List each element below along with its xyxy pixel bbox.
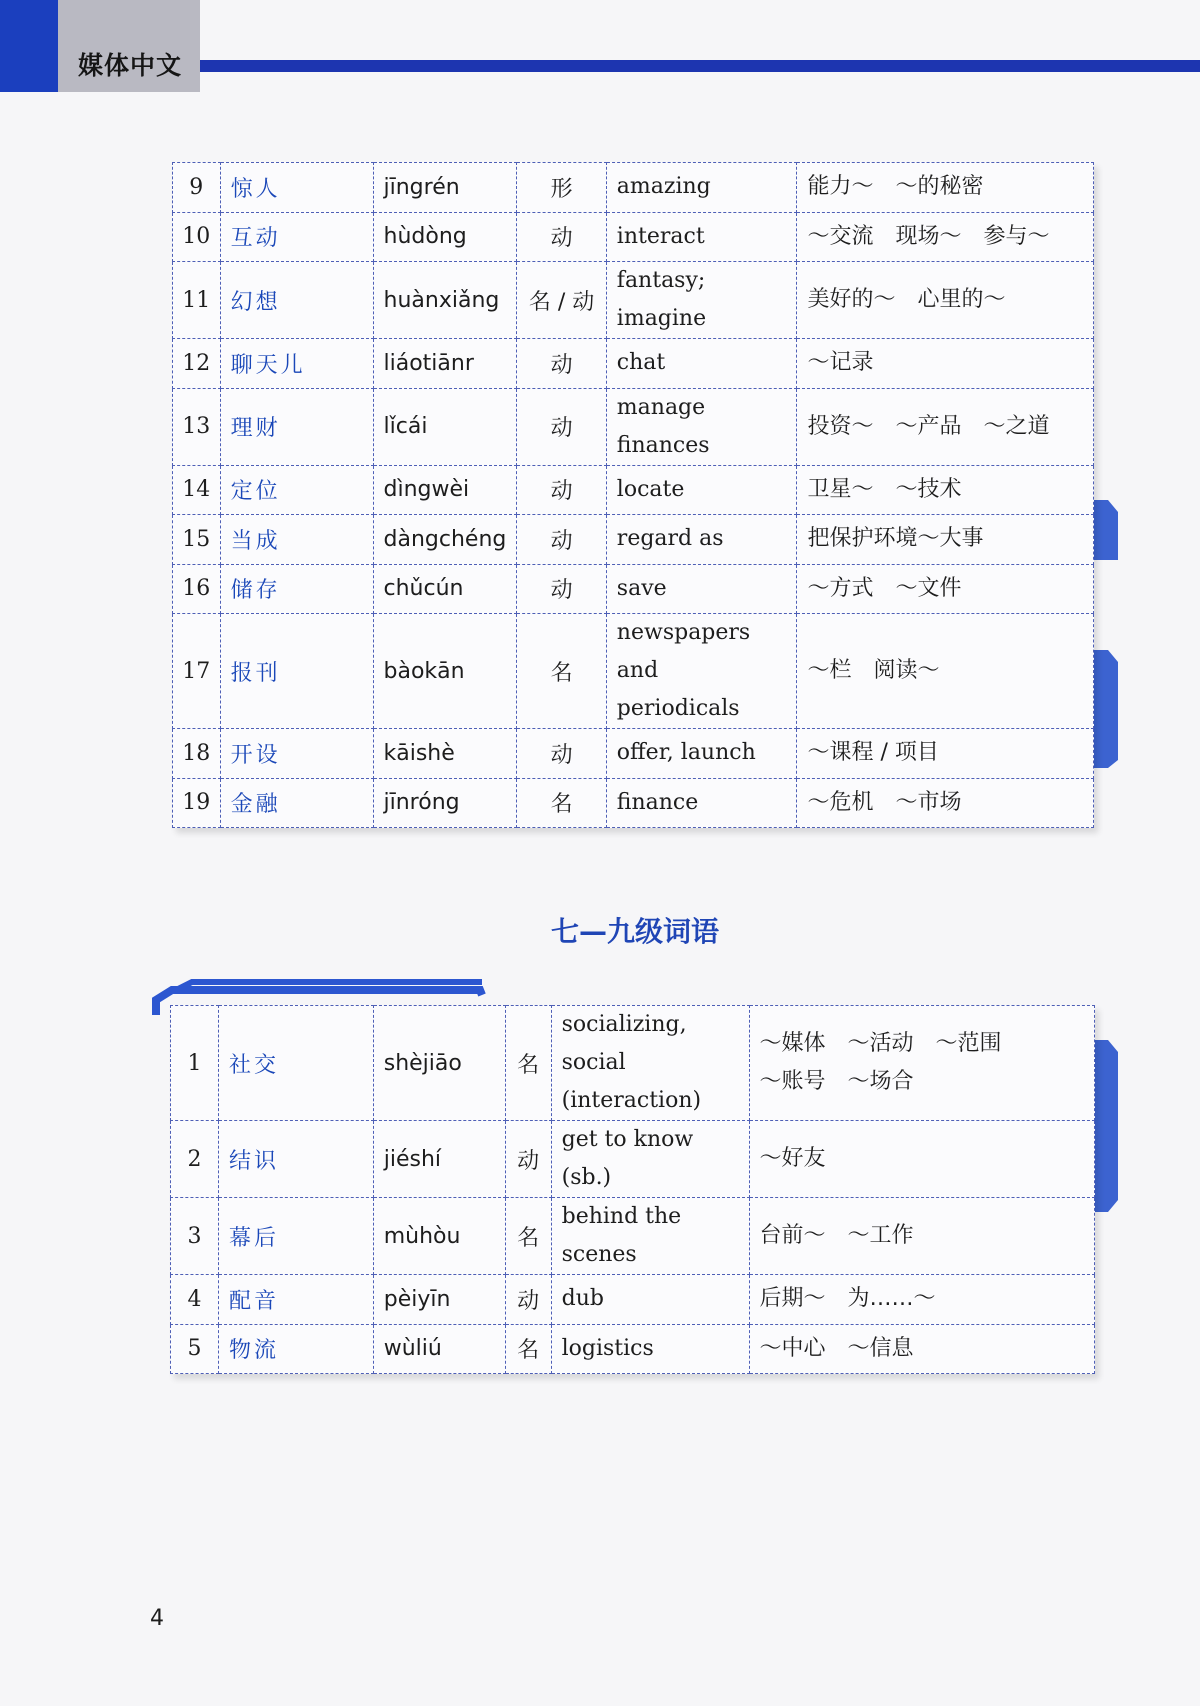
collocation: ～之道 [983,413,1050,439]
collocation: ～范围 [935,1031,1002,1056]
table-row [173,515,1094,565]
collocation: ～交流 [807,223,874,249]
header-rule [200,60,1200,72]
table-row [173,388,1094,465]
entry-collocations [797,262,1094,339]
entry-pinyin: wùliú [373,1324,505,1374]
book-title: 媒体中文 [78,51,183,80]
entry-number: 1 [171,1006,219,1121]
collocation: 台前～ [759,1223,826,1248]
entry-english: socializing, social (interaction) [551,1006,749,1121]
entry-english: interact [606,212,797,262]
table-row [171,1121,1095,1198]
entry-collocations [749,1275,1094,1325]
entry-word: 金融 [220,778,373,828]
vocab-table-2-body [171,1006,1095,1374]
entry-part-of-speech: 形 [517,163,606,213]
entry-number: 17 [173,614,221,729]
entry-english: behind the scenes [551,1198,749,1275]
entry-collocations [797,564,1094,614]
entry-pinyin: chǔcún [373,564,517,614]
entry-pinyin: jīnróng [373,778,517,828]
entry-collocations [749,1121,1094,1198]
entry-part-of-speech: 名 [505,1324,551,1374]
entry-number: 16 [173,564,221,614]
collocation: ～记录 [807,350,874,376]
collocation: 后期～ [759,1286,826,1312]
entry-number: 18 [173,729,221,779]
collocation: ～中心 [759,1335,826,1361]
entry-pinyin: mùhòu [373,1198,505,1275]
entry-part-of-speech: 动 [517,515,606,565]
entry-number: 19 [173,778,221,828]
entry-pinyin: huànxiǎng [373,262,517,339]
entry-number: 14 [173,465,221,515]
entry-collocations [749,1006,1094,1121]
entry-english: save [606,564,797,614]
entry-english: chat [606,339,797,389]
entry-word: 配音 [218,1275,373,1325]
entry-word: 储存 [220,564,373,614]
collocation: ～栏 [807,658,852,683]
entry-word: 惊人 [220,163,373,213]
entry-english: newspapers and periodicals [606,614,797,729]
entry-number: 4 [171,1275,219,1325]
table-row [171,1198,1095,1275]
entry-number: 5 [171,1324,219,1374]
entry-pinyin: pèiyīn [373,1275,505,1325]
table-row [173,465,1094,515]
entry-collocations [797,465,1094,515]
entry-part-of-speech: 动 [517,465,606,515]
entry-word: 开设 [220,729,373,779]
table-row [173,564,1094,614]
entry-word: 聊天儿 [220,339,373,389]
collocation: 美好的～ [807,287,896,312]
entry-part-of-speech: 动 [517,212,606,262]
entry-english: logistics [551,1324,749,1374]
vocab-table-2 [170,1005,1095,1374]
entry-word: 定位 [220,465,373,515]
entry-pinyin: dìngwèi [373,465,517,515]
section-title: 七—九级词语 [550,915,719,948]
collocation: 投资～ [807,413,874,439]
entry-pinyin: lǐcái [373,388,517,465]
entry-word: 当成 [220,515,373,565]
collocation: 卫星～ [807,476,874,502]
entry-part-of-speech: 动 [505,1121,551,1198]
collocation: ～活动 [847,1031,914,1056]
entry-collocations [797,163,1094,213]
entry-part-of-speech: 名 [517,614,606,729]
entry-number: 11 [173,262,221,339]
header-accent-block [0,0,58,92]
entry-part-of-speech: 名 / 动 [517,262,606,339]
collocation: ～账号 [759,1069,826,1094]
vocab-table-1-body [173,163,1094,828]
entry-word: 幕后 [218,1198,373,1275]
entry-english: get to know (sb.) [551,1121,749,1198]
entry-word: 理财 [220,388,373,465]
entry-pinyin: jīngrén [373,163,517,213]
entry-english: amazing [606,163,797,213]
entry-english: offer, launch [606,729,797,779]
entry-part-of-speech: 动 [517,729,606,779]
entry-number: 10 [173,212,221,262]
collocation: ～课程 / 项目 [807,740,939,766]
collocation: 参与～ [983,223,1050,249]
table-row [173,262,1094,339]
entry-english: finance [606,778,797,828]
page-number: 4 [150,1606,164,1631]
entry-number: 9 [173,163,221,213]
table-row [173,778,1094,828]
collocation: ～文件 [895,575,962,601]
entry-pinyin: hùdòng [373,212,517,262]
entry-part-of-speech: 动 [517,388,606,465]
entry-part-of-speech: 动 [517,339,606,389]
collocation: ～的秘密 [895,174,984,200]
entry-english: manage finances [606,388,797,465]
collocation: ～好友 [759,1146,826,1171]
entry-number: 13 [173,388,221,465]
entry-part-of-speech: 名 [505,1006,551,1121]
entry-pinyin: kāishè [373,729,517,779]
entry-collocations [797,778,1094,828]
collocation: ～方式 [807,575,874,601]
entry-collocations [797,729,1094,779]
entry-part-of-speech: 名 [517,778,606,828]
collocation: 能力～ [807,174,874,200]
entry-collocations [797,212,1094,262]
entry-part-of-speech: 动 [517,564,606,614]
entry-collocations [797,388,1094,465]
vocab-table-1 [172,162,1094,828]
collocation: ～工作 [847,1223,914,1248]
entry-english: regard as [606,515,797,565]
table-row [173,339,1094,389]
entry-collocations [749,1324,1094,1374]
entry-word: 物流 [218,1324,373,1374]
collocation: ～技术 [895,476,962,502]
collocation: ～危机 [807,789,874,815]
table-row [173,729,1094,779]
collocation: ～信息 [847,1335,914,1361]
table-row [171,1006,1095,1121]
entry-part-of-speech: 动 [505,1275,551,1325]
entry-number: 12 [173,339,221,389]
collocation: 心里的～ [917,287,1006,312]
entry-word: 互动 [220,212,373,262]
entry-pinyin: bàokān [373,614,517,729]
entry-word: 报刊 [220,614,373,729]
entry-number: 3 [171,1198,219,1275]
collocation: ～市场 [895,789,962,815]
entry-collocations [797,339,1094,389]
entry-collocations [749,1198,1094,1275]
table-row [171,1275,1095,1325]
collocation: 阅读～ [873,658,940,683]
entry-english: dub [551,1275,749,1325]
entry-collocations [797,614,1094,729]
collocation: 为……～ [847,1286,936,1312]
entry-pinyin: dàngchéng [373,515,517,565]
entry-word: 社交 [218,1006,373,1121]
entry-english: locate [606,465,797,515]
entry-pinyin: shèjiāo [373,1006,505,1121]
entry-number: 2 [171,1121,219,1198]
table-row [173,212,1094,262]
collocation: 现场～ [895,223,962,249]
entry-word: 幻想 [220,262,373,339]
table-row [171,1324,1095,1374]
entry-english: fantasy; imagine [606,262,797,339]
entry-collocations [797,515,1094,565]
entry-pinyin: jiéshí [373,1121,505,1198]
table-row [173,614,1094,729]
collocation: ～产品 [895,413,962,439]
entry-pinyin: liáotiānr [373,339,517,389]
table-row [173,163,1094,213]
collocation: 把保护环境～大事 [807,526,984,552]
entry-part-of-speech: 名 [505,1198,551,1275]
collocation: ～媒体 [759,1031,826,1056]
entry-word: 结识 [218,1121,373,1198]
collocation: ～场合 [847,1069,914,1094]
entry-number: 15 [173,515,221,565]
